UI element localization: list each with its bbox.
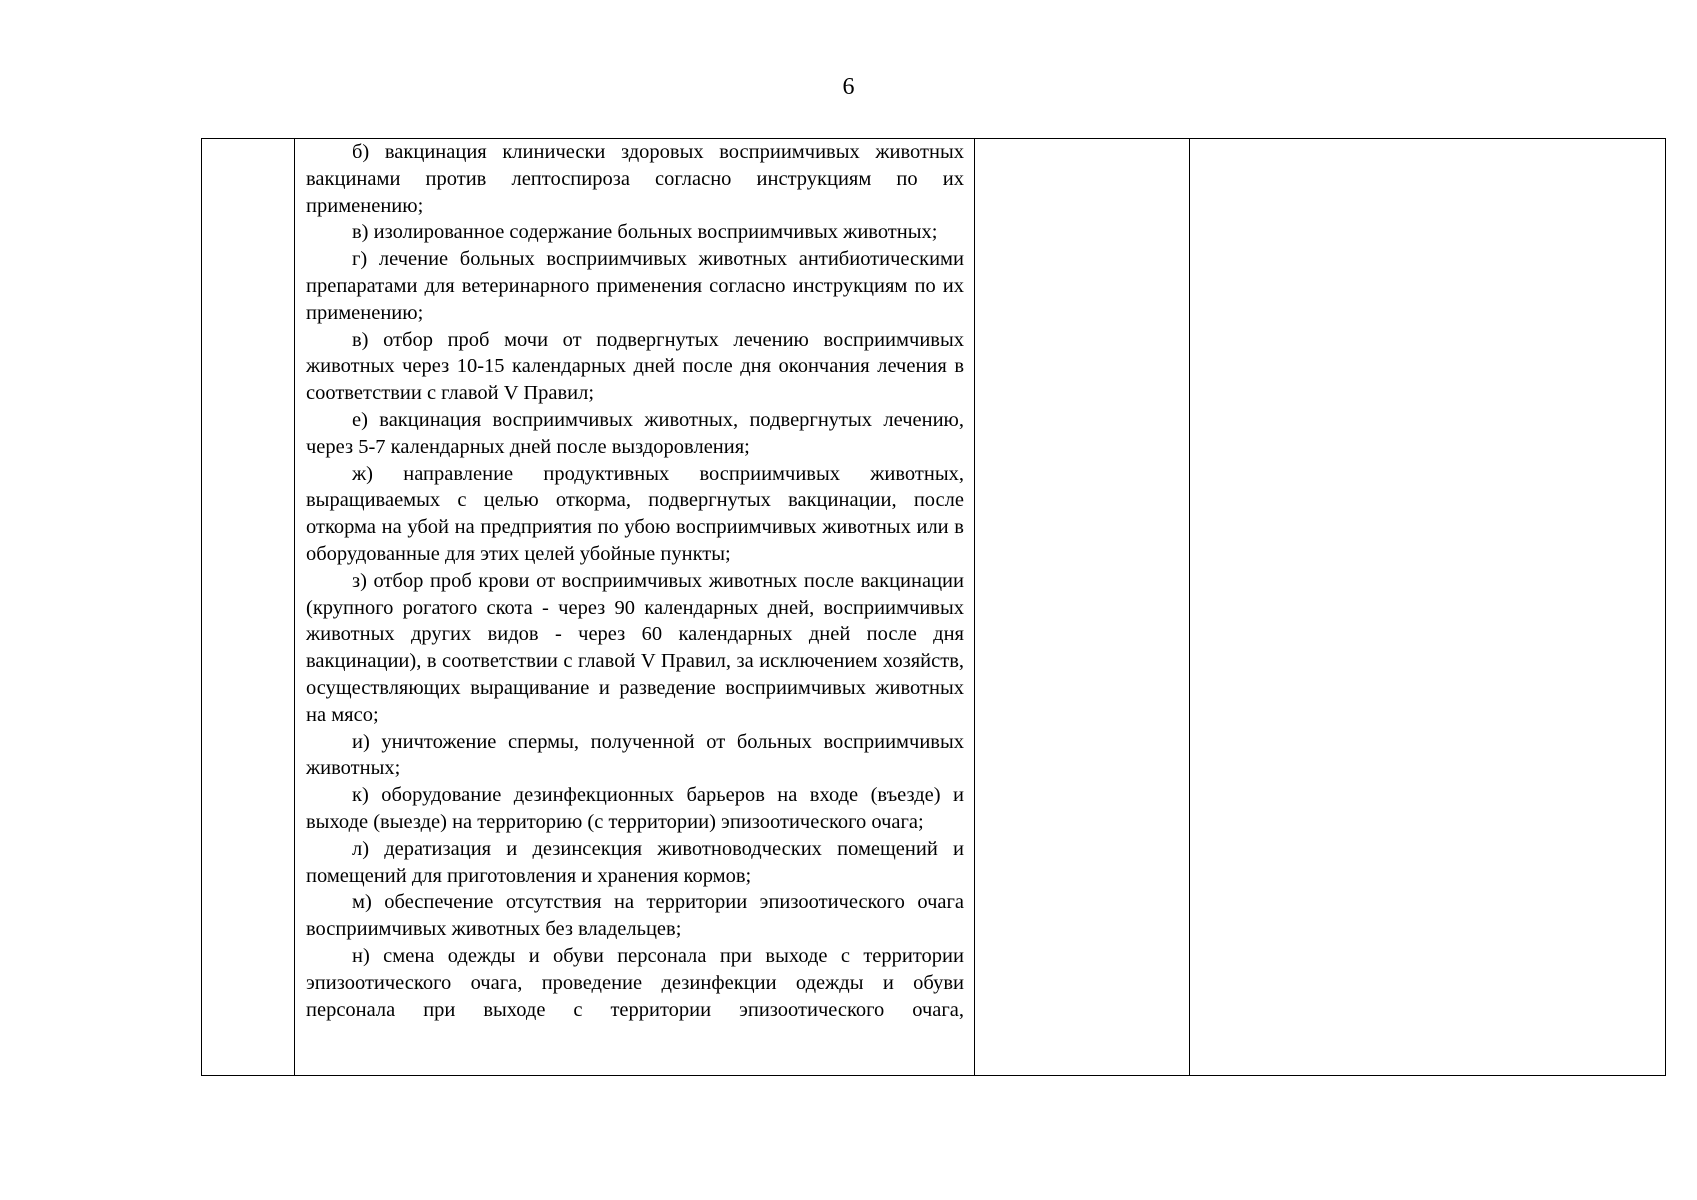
table-cell-measures — [295, 139, 975, 1076]
measure-item: в) изолированное содержание больных восприимчивых животных; — [352, 221, 938, 244]
page-number: 6 — [842, 74, 855, 100]
measure-item: л) дератизация и дезинсекция животноводческих помещений и помещений для приготовления и хранения кормов; — [306, 837, 964, 887]
table-cell-responsible — [1190, 139, 1666, 1076]
measure-item: ж) направление продуктивных восприимчивых животных, выращиваемых с целью откорма, подвергнутых вакцинации, после откорма на убой на предприятия по убою восприимчивых животных или в оборудованные для этих целей убойные пункты; — [306, 462, 964, 565]
measure-item: б) вакцинация клинически здоровых восприимчивых животных вакцинами против лептоспироза согласно инструкциям по их применению; — [306, 141, 964, 217]
table-row — [202, 139, 1666, 1076]
measure-item: н) смена одежды и обуви персонала при выходе с территории эпизоотического очага, проведение дезинфекции одежды и обуви персонала при выходе с территории эпизоотического очага, — [306, 944, 964, 1021]
table-cell-deadline — [975, 139, 1190, 1076]
measure-item: и) уничтожение спермы, полученной от больных восприимчивых животных; — [306, 730, 964, 780]
measure-item: в) отбор проб мочи от подвергнутых лечению восприимчивых животных через 10-15 календарных дней после дня окончания лечения в соответствии с главой V Правил; — [306, 328, 964, 405]
measure-item: г) лечение больных восприимчивых животных антибиотическими препаратами для ветеринарного применения согласно инструкциям по их применению; — [306, 248, 964, 324]
measure-item: е) вакцинация восприимчивых животных, подвергнутых лечению, через 5-7 календарных дней после выздоровления; — [306, 408, 964, 458]
measure-item: м) обеспечение отсутствия на территории эпизоотического очага восприимчивых животных без владельцев; — [306, 891, 964, 941]
measure-item: з) отбор проб крови от восприимчивых животных после вакцинации (крупного рогатого скота - через 90 календарных дней, восприимчивых животных других видов - через 60 календарных дней после дня вакцинации), в соответствии с главой V Правил, за исключением хозяйств, осуществляющих выращивание и разведение восприимчивых животных на мясо; — [306, 569, 964, 726]
measures-table — [201, 138, 1666, 1076]
table-cell-number — [202, 139, 295, 1076]
measure-item: к) оборудование дезинфекционных барьеров на входе (въезде) и выходе (выезде) на территорию (с территории) эпизоотического очага; — [306, 784, 964, 833]
